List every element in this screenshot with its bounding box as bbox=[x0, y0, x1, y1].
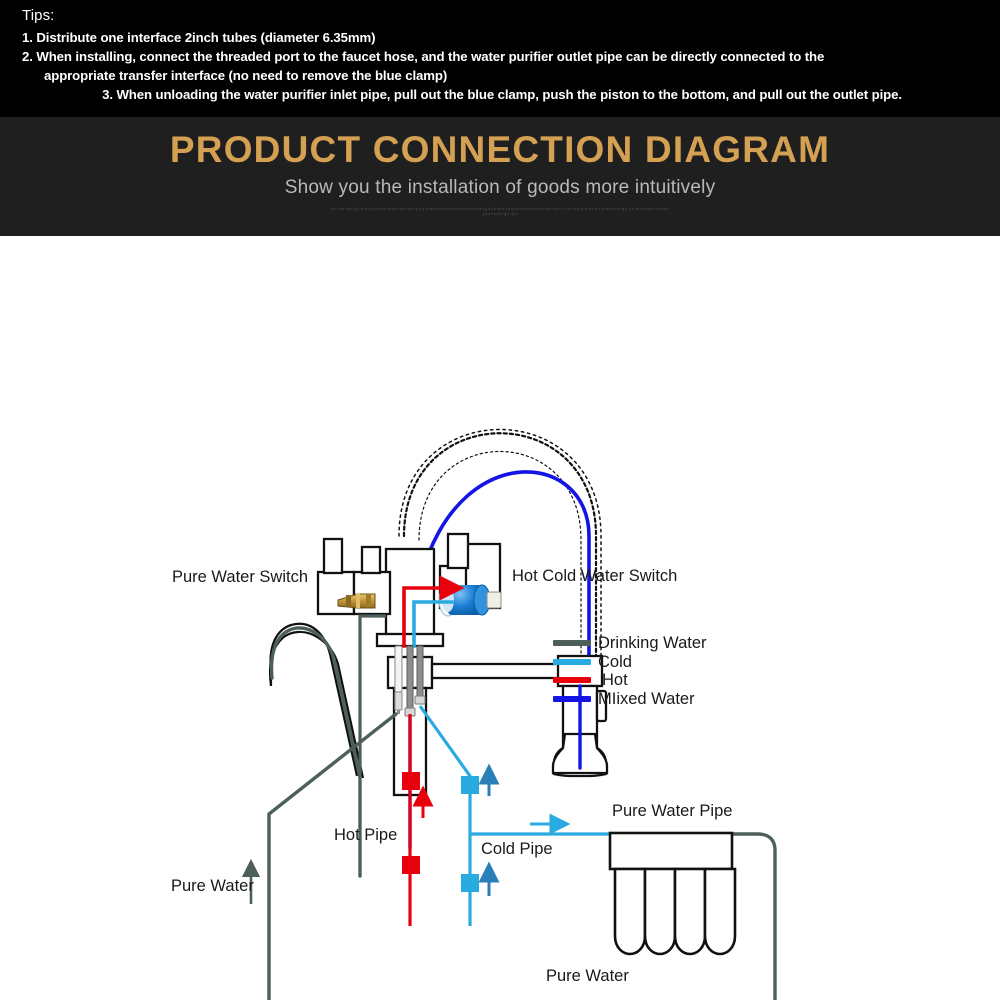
legend-label-mixed-water: MIixed Water bbox=[598, 689, 695, 708]
tip-item-2-line1: 2. When installing, connect the threaded port to the faucet hose, and the water purifier outlet pipe can be directly connected to the bbox=[22, 49, 825, 65]
connection-diagram-svg bbox=[0, 236, 1000, 1000]
tips-list bbox=[22, 29, 982, 105]
hot-fitting-upper bbox=[402, 772, 420, 790]
legend-label-drinking-water: Drinking Water bbox=[598, 634, 707, 653]
legend-item-cold bbox=[553, 653, 707, 672]
tip-item-2-line2: appropriate transfer interface (no need to remove the blue clamp) bbox=[44, 67, 448, 83]
legend-swatch-hot bbox=[553, 677, 591, 683]
label-pure-water-switch: Pure Water Switch bbox=[172, 568, 309, 586]
label-hot-pipe: Hot Pipe bbox=[334, 826, 398, 844]
faucet-spring-coil bbox=[409, 388, 591, 656]
diagram-area bbox=[0, 236, 1000, 1000]
purifier-canister-2 bbox=[645, 869, 675, 954]
cold-fitting-lower bbox=[461, 874, 479, 892]
label-cold-pipe: Cold Pipe bbox=[481, 840, 553, 858]
legend-swatch-cold bbox=[553, 659, 591, 665]
label-pure-water-bottom: Pure Water bbox=[546, 967, 629, 985]
cold-fitting-upper bbox=[461, 776, 479, 794]
tip-item-2 bbox=[22, 48, 982, 85]
legend-label-cold: Cold bbox=[598, 652, 632, 671]
legend-swatch-mixed-water bbox=[553, 696, 591, 702]
legend-item-drinking-water bbox=[553, 634, 707, 653]
banner-micro-text: a b c d e f g h i j k l m n o p q r s t u v w x y z a b c d e f g h i j k l m n o p q r s t u v w x y z a b c d e f g h i j k l m n o p q r s t u v w x y z a b c d e f g h i j k l m n o p q r s t u v w x y z a b c d e f g h i j k l m n o p q r s t u v w x y z a b c d e f g h i j k l bbox=[331, 207, 669, 217]
page-subtitle: Show you the installation of goods more intuitively bbox=[284, 177, 716, 198]
purifier-canister-1 bbox=[615, 869, 645, 954]
label-pure-water-pipe: Pure Water Pipe bbox=[612, 802, 733, 820]
legend-swatch-drinking-water bbox=[553, 640, 591, 646]
title-banner bbox=[0, 117, 1000, 236]
tips-bar bbox=[0, 0, 1000, 117]
tip-item-1: 1. Distribute one interface 2inch tubes (diameter 6.35mm) bbox=[22, 30, 376, 45]
water-purifier bbox=[610, 833, 735, 954]
purifier-canister-3 bbox=[675, 869, 705, 954]
label-hot-cold-water-switch: Hot Cold Water Switch bbox=[512, 567, 678, 585]
legend-label-hot: Hot bbox=[602, 671, 628, 690]
legend bbox=[553, 634, 707, 708]
legend-item-mixed-water bbox=[553, 690, 707, 709]
hot-fitting-lower bbox=[402, 856, 420, 874]
tips-heading: Tips: bbox=[22, 7, 55, 24]
purifier-canister-4 bbox=[705, 869, 735, 954]
page-title: PRODUCT CONNECTION DIAGRAM bbox=[169, 129, 831, 170]
purifier-manifold bbox=[610, 833, 732, 869]
cold-water-pipe bbox=[420, 706, 470, 926]
legend-item-hot bbox=[553, 671, 707, 690]
tip-item-3: 3. When unloading the water purifier inlet pipe, pull out the blue clamp, push the piston to the bottom, and pull out the outlet pipe. bbox=[102, 87, 902, 103]
label-pure-water-left: Pure Water bbox=[171, 877, 254, 895]
